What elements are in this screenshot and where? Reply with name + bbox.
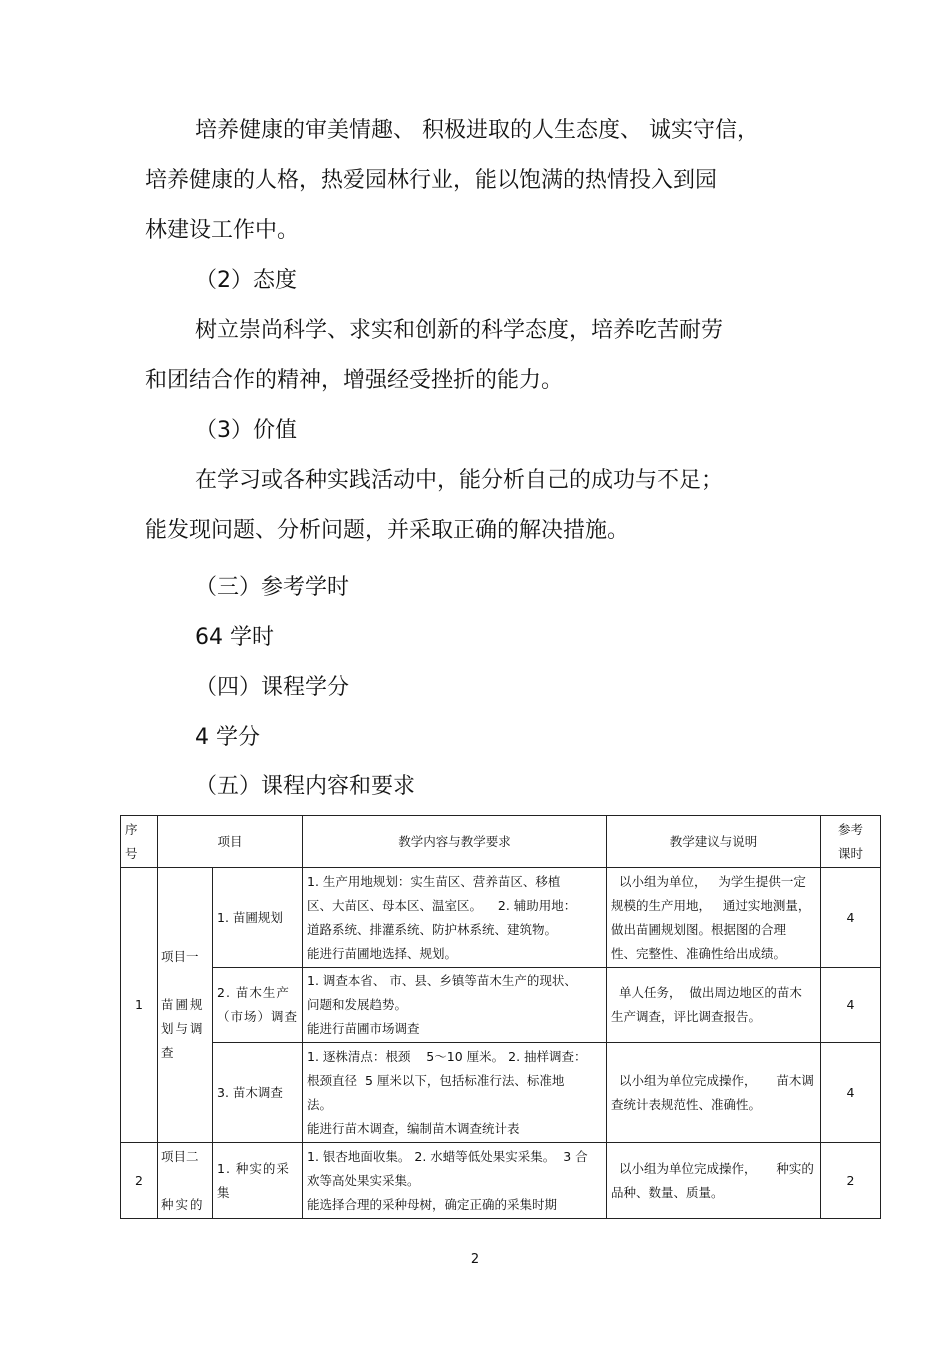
suggestion-cell: 以小组为单位完成操作， 苗木调 查统计表规范性、准确性。 [607, 1043, 821, 1143]
content-cell: 1. 逐株清点：根颈 5～10 厘米。 2. 抽样调查： 根颈直径 5 厘米以下，包括标准行法、标准地 法。 能进行苗木调查，编制苗木调查统计表 [303, 1043, 607, 1143]
table-row [121, 968, 881, 1043]
content-cell: 1. 银杏地面收集。 2. 水蜡等低处果实采集。 3 合 欢等高处果实采集。 能选择合理的采种母树，确定正确的采集时期 [303, 1143, 607, 1219]
header-hours: 参考 课时 [821, 816, 881, 868]
header-project: 项目 [158, 816, 303, 868]
task-cell: 1. 苗圃规划 [213, 868, 303, 968]
task-cell: 2. 苗木生产（市场）调查 [213, 968, 303, 1043]
paragraph-line: 64 学时 [195, 625, 274, 650]
table-row [121, 868, 881, 968]
course-content-table [120, 815, 881, 1219]
seq-cell: 1 [121, 868, 158, 1143]
project-cell: 项目二 种实的 [158, 1143, 213, 1219]
table-row [121, 1043, 881, 1143]
hours-cell: 2 [821, 1143, 881, 1219]
project-cell: 项目一 苗圃规 划与调 查 [158, 868, 213, 1143]
paragraph-line: 4 学分 [195, 725, 260, 750]
paragraph-line: 能发现问题、分析问题，并采取正确的解决措施。 [145, 518, 630, 543]
paragraph-line: 和团结合作的精神，增强经受挫折的能力。 [145, 368, 564, 393]
suggestion-cell: 以小组为单位， 为学生提供一定 规模的生产用地， 通过实地测量， 做出苗圃规划图。根据图的合理 性、完整性、准确性给出成绩。 [607, 868, 821, 968]
hours-cell: 4 [821, 968, 881, 1043]
table-header-row [121, 816, 881, 868]
section-heading: （五）课程内容和要求 [195, 774, 416, 799]
content-cell: 1. 调查本省、 市、县、乡镇等苗木生产的现状、 问题和发展趋势。 能进行苗圃市场调查 [303, 968, 607, 1043]
paragraph-line: 在学习或各种实践活动中，能分析自己的成功与不足； [195, 468, 724, 493]
suggestion-cell: 单人任务， 做出周边地区的苗木 生产调查，评比调查报告。 [607, 968, 821, 1043]
page-number: 2 [470, 1252, 480, 1267]
subheading: （2）态度 [195, 268, 297, 293]
task-cell: 1. 种实的采集 [213, 1143, 303, 1219]
paragraph-line: 林建设工作中。 [145, 218, 300, 243]
hours-cell: 4 [821, 868, 881, 968]
seq-cell: 2 [121, 1143, 158, 1219]
section-heading: （三）参考学时 [195, 575, 350, 600]
content-cell: 1. 生产用地规划：实生苗区、营养苗区、移植 区、大苗区、母本区、温室区。 2. 辅助用地： 道路系统、排灌系统、防护林系统、建筑物。 能进行苗圃地选择、规划。 [303, 868, 607, 968]
suggestion-cell: 以小组为单位完成操作， 种实的 品种、数量、质量。 [607, 1143, 821, 1219]
paragraph-line: 培养健康的人格，热爱园林行业，能以饱满的热情投入到园 [145, 168, 718, 193]
header-suggestion: 教学建议与说明 [607, 816, 821, 868]
header-content: 教学内容与教学要求 [303, 816, 607, 868]
section-heading: （四）课程学分 [195, 675, 350, 700]
header-seq: 序 号 [121, 816, 158, 868]
subheading: （3）价值 [195, 418, 297, 443]
table-row [121, 1143, 881, 1219]
paragraph-line: 树立崇尚科学、求实和创新的科学态度，培养吃苦耐劳 [195, 318, 724, 343]
hours-cell: 4 [821, 1043, 881, 1143]
task-cell: 3. 苗木调查 [213, 1043, 303, 1143]
paragraph-line: 培养健康的审美情趣、 积极进取的人生态度、 诚实守信， [195, 118, 759, 143]
